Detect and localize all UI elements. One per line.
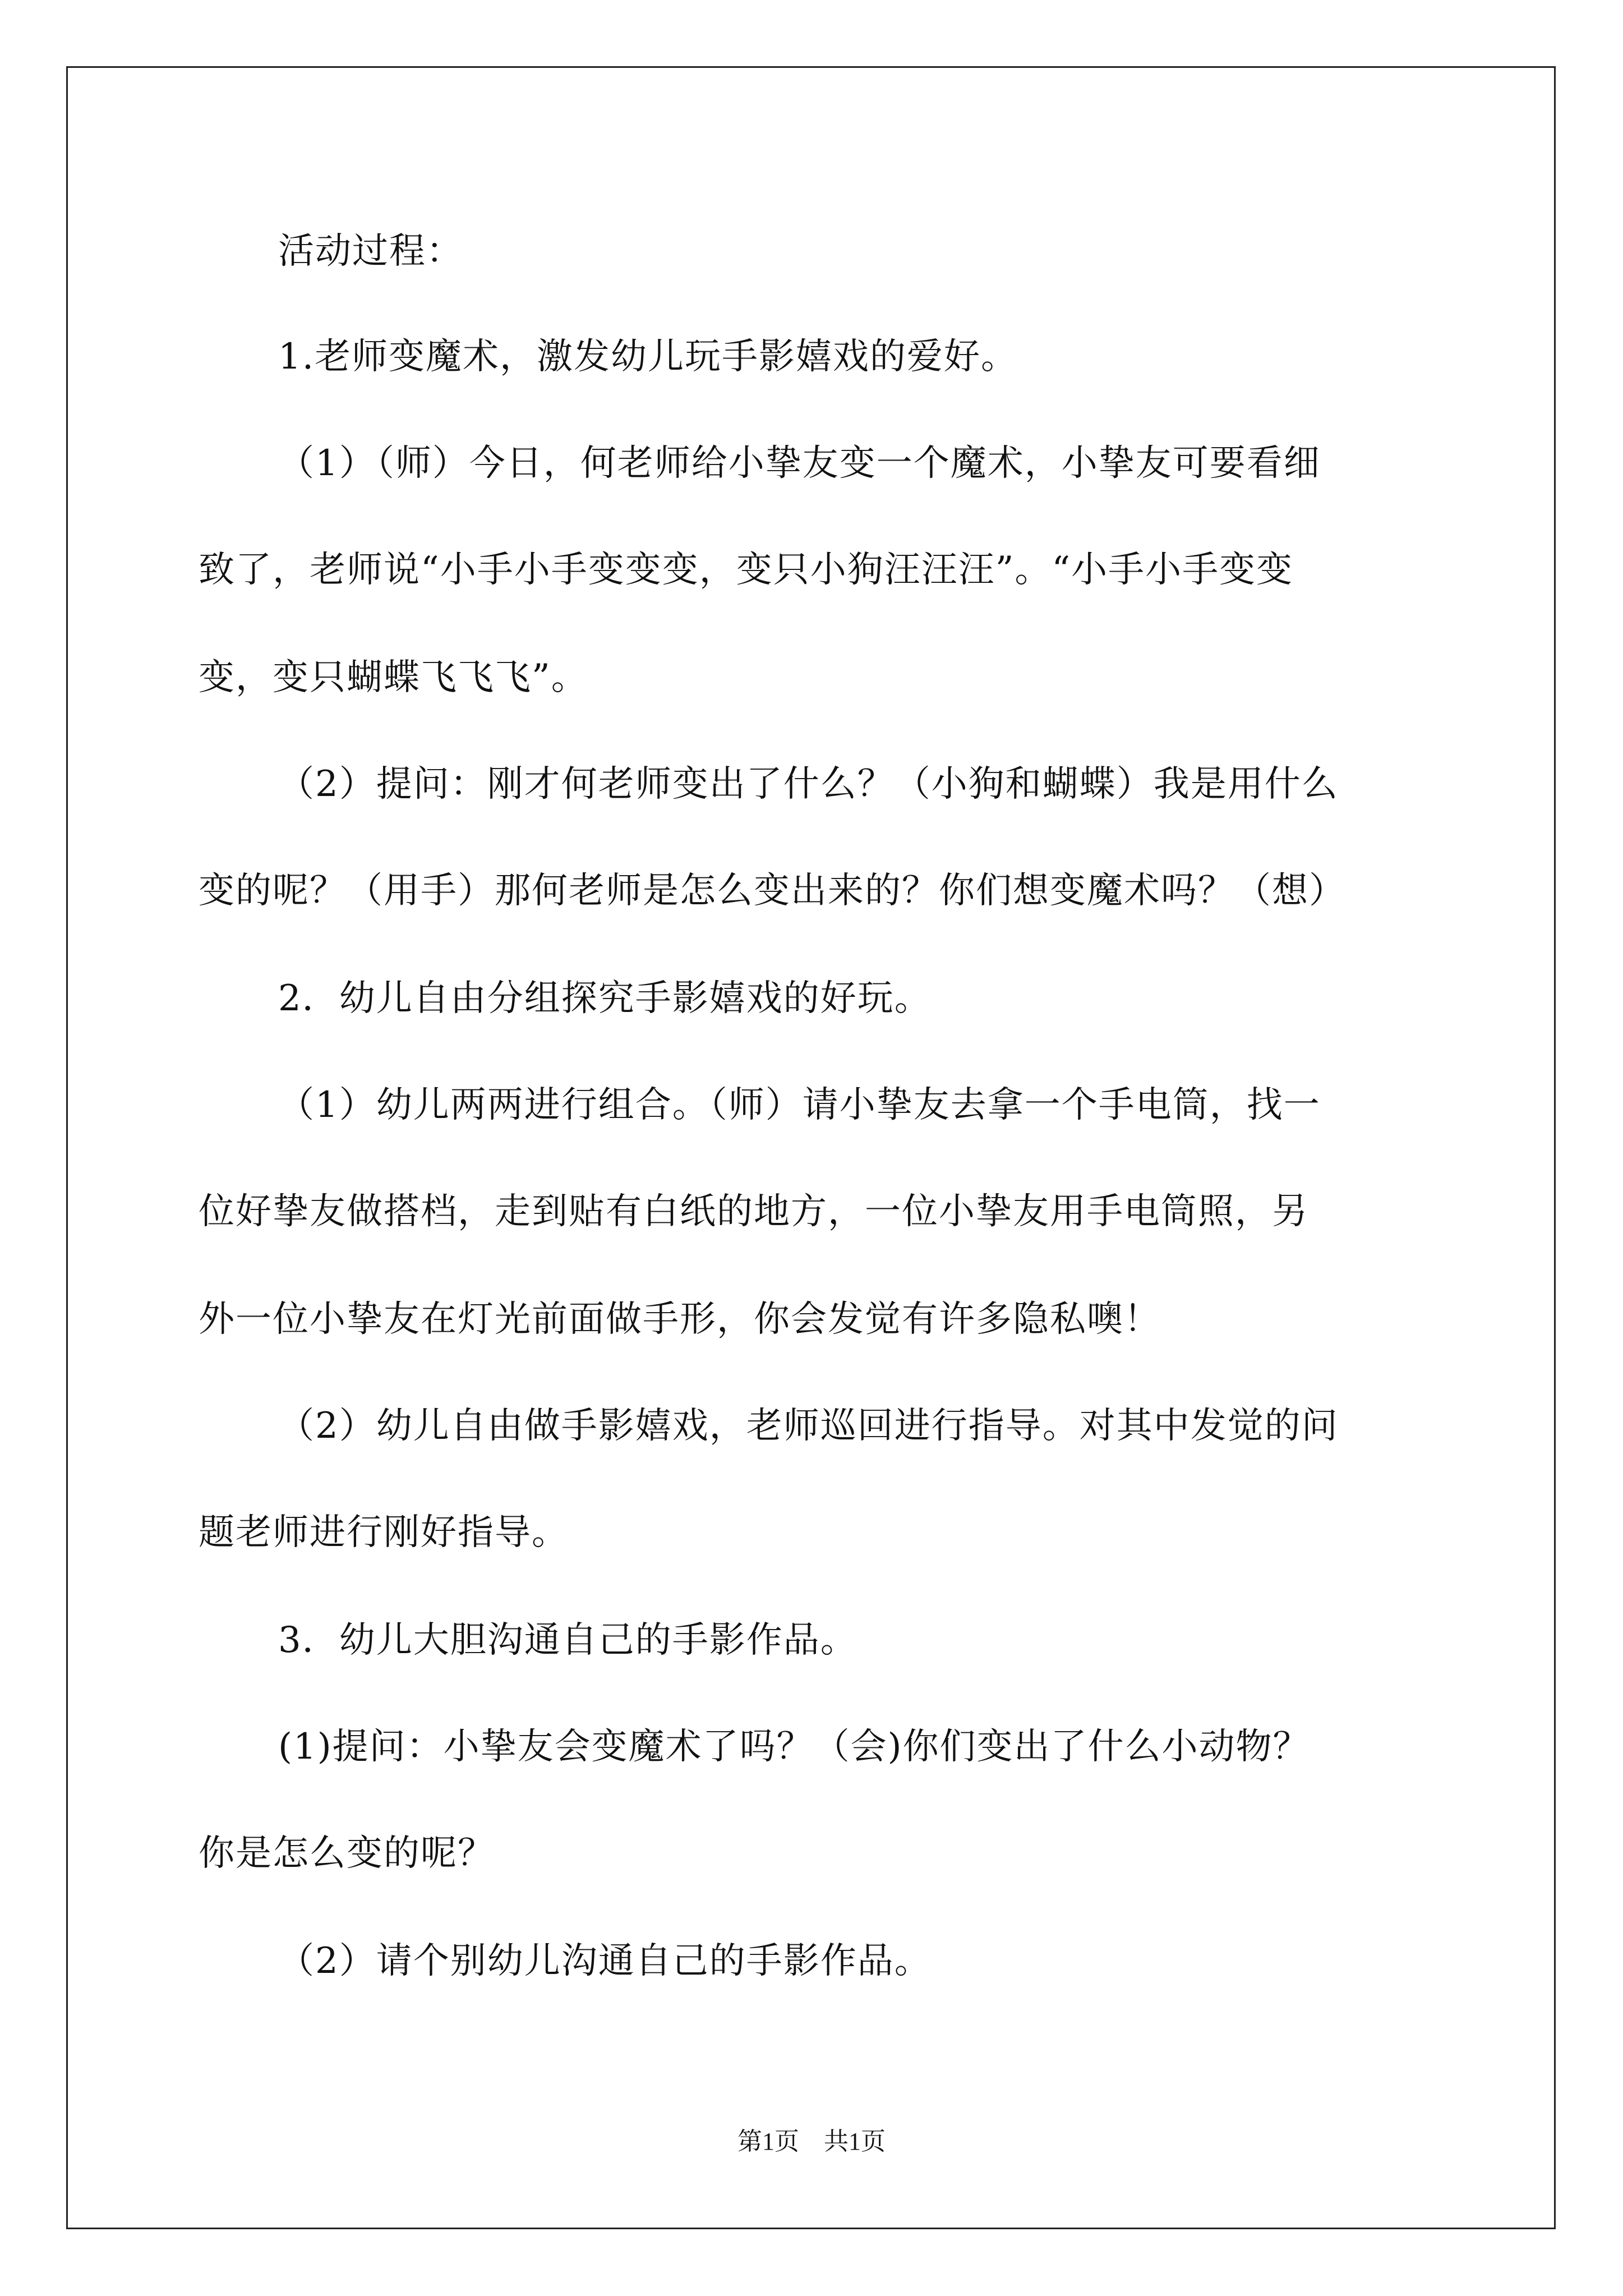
paragraph-line: 变，变只蝴蝶飞飞飞”。: [199, 657, 588, 698]
paragraph-line: (1)提问：小挚友会变魔术了吗？（会)你们变出了什么小动物？: [278, 1726, 1310, 1768]
step-3-heading: 3．幼儿大胆沟通自己的手影作品。: [278, 1619, 857, 1661]
paragraph-line: （2）请个别幼儿沟通自己的手影作品。: [278, 1940, 932, 1982]
paragraph-line: （2）提问：刚才何老师变出了什么？（小狗和蝴蝶）我是用什么: [278, 763, 1339, 805]
paragraph-line: 你是怎么变的呢？: [199, 1833, 495, 1874]
step-2-heading: 2．幼儿自由分组探究手影嬉戏的好玩。: [278, 978, 932, 1019]
paragraph-line: 致了，老师说“小手小手变变变，变只小狗汪汪汪”。“小手小手变变: [199, 549, 1294, 591]
paragraph-line: （1）幼儿两两进行组合。（师）请小挚友去拿一个手电筒，找一: [278, 1084, 1321, 1126]
step-1-heading: 1.老师变魔术，激发幼儿玩手影嬉戏的爱好。: [278, 336, 1018, 378]
paragraph-line: （1）（师）今日，何老师给小挚友变一个魔术，小挚友可要看细: [278, 443, 1321, 484]
paragraph-line: 题老师进行刚好指导。: [199, 1512, 569, 1553]
paragraph-line: （2）幼儿自由做手影嬉戏，老师巡回进行指导。对其中发觉的问: [278, 1405, 1339, 1447]
page-number-footer: 第1页 共1页: [737, 2128, 886, 2155]
paragraph-line: 变的呢？（用手）那何老师是怎么变出来的？你们想变魔术吗？（想）: [199, 870, 1346, 912]
section-heading: 活动过程：: [278, 231, 463, 272]
paragraph-line: 外一位小挚友在灯光前面做手形，你会发觉有许多隐私噢！: [199, 1299, 1161, 1340]
paragraph-line: 位好挚友做搭档，走到贴有白纸的地方，一位小挚友用手电筒照，另: [199, 1191, 1309, 1232]
page-border: [66, 66, 1556, 2229]
